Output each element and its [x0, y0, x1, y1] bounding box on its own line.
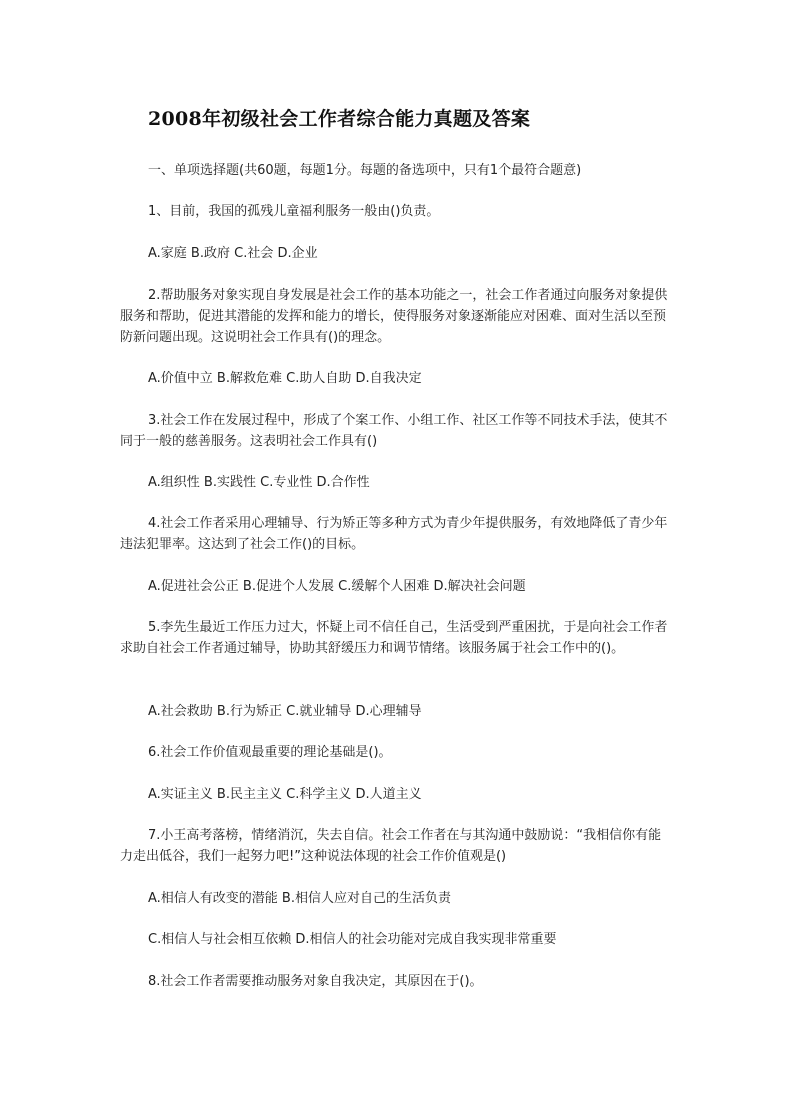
question-2-options: A.价值中立 B.解救危难 C.助人自助 D.自我决定 — [148, 371, 422, 386]
question-7-stem: 7.小王高考落榜，情绪消沉，失去自信。社会工作者在与其沟通中鼓励说：“我相信你有能力走出低谷，我们一起努力吧!”这种说法体现的社会工作价值观是() — [120, 828, 662, 864]
question-3-stem: 3.社会工作在发展过程中，形成了个案工作、小组工作、社区工作等不同技术手法，使其不同于一般的慈善服务。这表明社会工作具有() — [120, 413, 668, 449]
question-3-options: A.组织性 B.实践性 C.专业性 D.合作性 — [148, 475, 370, 490]
question-2-stem: 2.帮助服务对象实现自身发展是社会工作的基本功能之一，社会工作者通过向服务对象提供服务和帮助，促进其潜能的发挥和能力的增长，使得服务对象逐渐能应对困难、面对生活以至预防新问题出现。这说明社会工作具有()的理念。 — [120, 288, 668, 345]
question-5-stem: 5.李先生最近工作压力过大，怀疑上司不信任自己，生活受到严重困扰，于是向社会工作者求助自社会工作者通过辅导，协助其舒缓压力和调节情绪。该服务属于社会工作中的()。 — [120, 620, 668, 656]
question-7-options-line-2: C.相信人与社会相互依赖 D.相信人的社会功能对完成自我实现非常重要 — [148, 932, 557, 947]
page-title: 2008年初级社会工作者综合能力真题及答案 — [148, 108, 531, 130]
question-1-options: A.家庭 B.政府 C.社会 D.企业 — [148, 246, 318, 261]
question-1-stem: 1、目前，我国的孤残儿童福利服务一般由()负责。 — [148, 204, 440, 219]
question-4-stem: 4.社会工作者采用心理辅导、行为矫正等多种方式为青少年提供服务，有效地降低了青少年违法犯罪率。这达到了社会工作()的目标。 — [120, 516, 668, 552]
question-6-options: A.实证主义 B.民主主义 C.科学主义 D.人道主义 — [148, 787, 422, 802]
section-heading: 一、单项选择题(共60题，每题1分。每题的备选项中，只有1个最符合题意) — [148, 163, 582, 178]
question-4-options: A.促进社会公正 B.促进个人发展 C.缓解个人困难 D.解决社会问题 — [148, 579, 526, 594]
question-6-stem: 6.社会工作价值观最重要的理论基础是()。 — [148, 745, 392, 760]
question-5-options: A.社会救助 B.行为矫正 C.就业辅导 D.心理辅导 — [148, 704, 422, 719]
question-7-options-line-1: A.相信人有改变的潜能 B.相信人应对自己的生活负责 — [148, 891, 451, 906]
question-8-stem: 8.社会工作者需要推动服务对象自我决定，其原因在于()。 — [148, 974, 483, 989]
